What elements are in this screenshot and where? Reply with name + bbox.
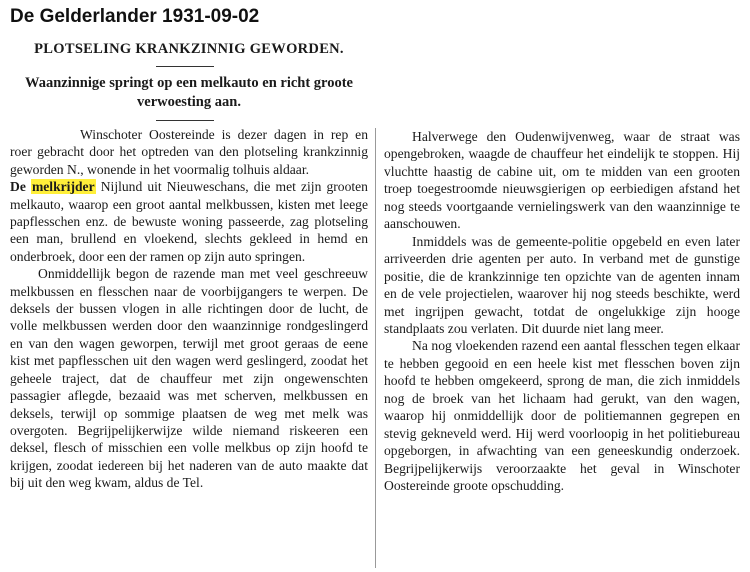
newspaper-title: De Gelderlander 1931-09-02 [10,6,260,27]
left-column [10,126,368,492]
right-paragraph-1: Halverwege den Oudenwijvenweg, waar de straat was opengebroken, waagde de chauffeur het eindelijk te stoppen. Hij vluchtte haastig de cabine uit, om te midden van een grooten troep toegestroomde nieuwsgierigen op eerbiedigen afstand het nog steeds voortgaande vernielingswerk van den waanzinnige te aanschouwen. [384,129,740,232]
article-headline: PLOTSELING KRANKZINNIG GEWORDEN. [34,41,344,57]
article-subheadline: Waanzinnige springt op een melkauto en richt groote verwoesting aan. [25,75,353,110]
right-column [384,128,740,495]
right-paragraph-3: Na nog vloekenden razend een aantal flesschen tegen elkaar te hebben gegooid en een heele kist met flesschen boven zijn hoofd te hebben omgekeerd, sprong de man, die zich inmiddels nog de broek van het lichaam had gerukt, van den wagen, waarop hij onmiddellijk door de politiemannen gegrepen en stevig gekneveld werd. Hij werd voorloopig in het politiebureau opgeborgen, in afwachting van een geneeskundig onderzoek. Begrijpelijkerwijs veroorzaakte het geval in Winschoter Oostereinde groote opschudding. [384,338,740,494]
right-paragraph-2: Inmiddels was de gemeente-politie opgebeld en even later arriveerden drie agenten per auto. In verband met de gunstige positie, die de krankzinnige ten opzichte van de agenten innam en de vele projectielen, waarover hij nog steeds beschikte, werd met ingrijpen gewacht, totdat de ongelukkige zijn hooge standplaats zou verlaten. Dit duurde niet lang meer. [384,233,740,336]
left-paragraph-2-start: De [10,179,26,195]
subheadline-divider [156,120,214,121]
left-paragraph-3: Onmiddellijk begon de razende man met veel geschreeuw melkbussen en flesschen naar de voorbijgangers te werpen. De deksels der bussen vlogen in alle richtingen door de lucht, de volle melkbussen werden door den waanzinnige rondgeslingerd en van den wagen geworpen, terwijl met groot geraas de eene kist met papflesschen uit den wagen werd geslingerd, zoodat het geheele traject, dat de chauffeur met zijn ongewenschten passagier aflegde, bezaaid was met scherven, melkbussen en deksels, terwijl op sommige plaatsen de weg met melk was overgoten. Begrijpelijkerwijze wilde niemand riskeeren een deksel, flesch of misschien een volle melkbus op zijn hoofd te krijgen, zoodat iedereen bij het naderen van de auto maakte dat bij uit den weg kwam, aldus de Tel. [10,266,368,491]
left-paragraph-1: Winschoter Oostereinde is dezer dagen in rep en roer gebracht door het optreden van den plotseling krankzinnig geworden N., wonende in het voormalig tolhuis aldaar. [10,127,368,177]
left-paragraph-2-rest: Nijlund uit Nieuweschans, die met zijn grooten melkauto, waarop een groot aantal melkbussen, kisten met leege papflesschen enz. de bewuste woning passeerde, zag plotseling een man, brullend en vloekend, slechts gekleed in hemd en onderbroek, door een der ramen op zijn auto springen. [10,179,368,264]
highlighted-term: melkrijder [31,179,95,195]
headline-divider [156,66,214,67]
column-divider [375,128,376,568]
left-paragraph-2 [10,178,368,265]
